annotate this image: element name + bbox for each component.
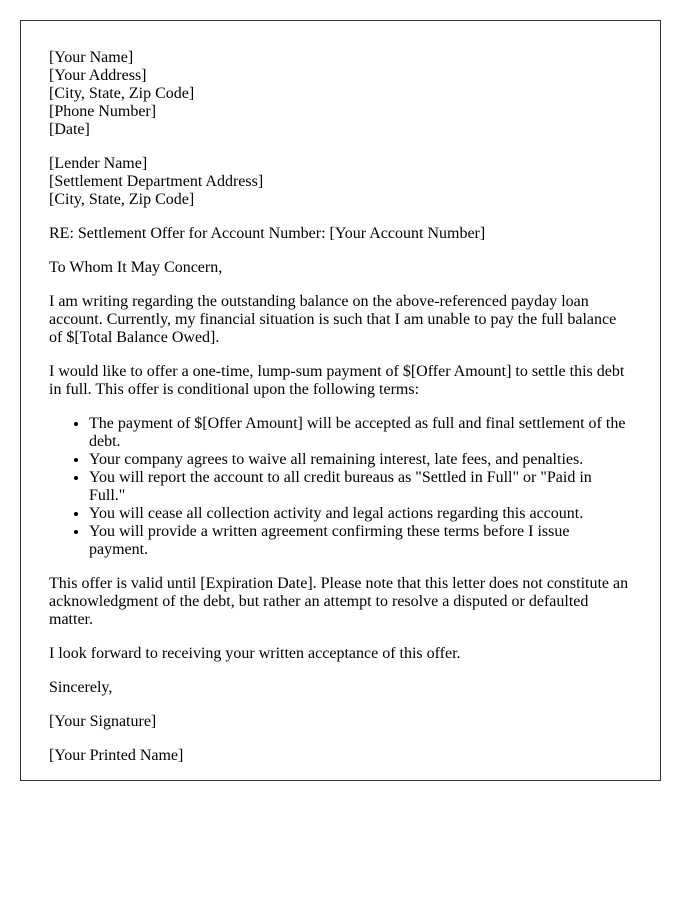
salutation: To Whom It May Concern, xyxy=(49,259,223,276)
offer-paragraph: I would like to offer a one-time, lump-sum payment of $[Offer Amount] to settle this debt in full. This offer is conditional upon the following terms: xyxy=(49,363,625,398)
recipient-city-state-zip: [City, State, Zip Code] xyxy=(49,191,195,208)
intro-paragraph: I am writing regarding the outstanding balance on the above-referenced payday loan account. Currently, my financial situation is such that I am unable to pay the full balance of $[Total Balance Owed]. xyxy=(49,293,617,346)
recipient-address-block xyxy=(49,155,632,209)
valediction: Sincerely, xyxy=(49,679,113,696)
printed-name-placeholder: [Your Printed Name] xyxy=(49,747,184,764)
signature-placeholder: [Your Signature] xyxy=(49,713,157,730)
sender-city-state-zip: [City, State, Zip Code] xyxy=(49,85,195,102)
sender-address: [Your Address] xyxy=(49,67,147,84)
subject-line: RE: Settlement Offer for Account Number: [Your Account Number] xyxy=(49,225,486,242)
term-item: • You will cease all collection activity and legal actions regarding this account. xyxy=(89,505,632,523)
validity-paragraph: This offer is valid until [Expiration Date]. Please note that this letter does not constitute an acknowledgment of the debt, but rather an attempt to resolve a disputed or defaulted matter. xyxy=(49,575,629,628)
recipient-address: [Settlement Department Address] xyxy=(49,173,264,190)
closing-paragraph: I look forward to receiving your written acceptance of this offer. xyxy=(49,645,461,662)
term-item: • The payment of $[Offer Amount] will be accepted as full and final settlement of the debt. xyxy=(89,415,632,451)
term-item: • You will provide a written agreement confirming these terms before I issue payment. xyxy=(89,523,632,559)
sender-address-block xyxy=(49,49,632,139)
sender-phone: [Phone Number] xyxy=(49,103,157,120)
sender-name: [Your Name] xyxy=(49,49,134,66)
term-item: • Your company agrees to waive all remaining interest, late fees, and penalties. xyxy=(89,451,632,469)
terms-list xyxy=(49,415,632,559)
letter-document xyxy=(20,20,661,781)
letter-date: [Date] xyxy=(49,121,90,138)
recipient-name: [Lender Name] xyxy=(49,155,148,172)
term-item: • You will report the account to all credit bureaus as "Settled in Full" or "Paid in Full." xyxy=(89,469,632,505)
